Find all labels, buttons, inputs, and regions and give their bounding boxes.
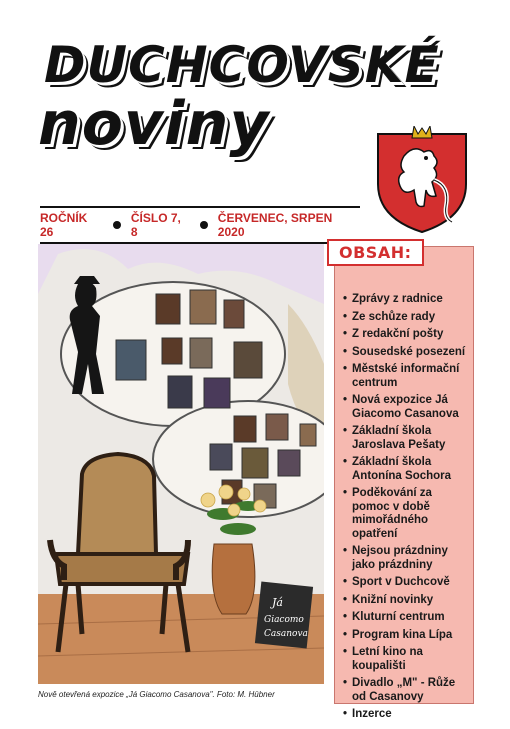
- toc-item[interactable]: • Kluturní centrum: [343, 611, 467, 625]
- toc-item[interactable]: • Sousedské posezení: [343, 346, 467, 360]
- toc-item[interactable]: • Knižní novinky: [343, 594, 467, 608]
- plaque-text-2: Giacomo: [264, 615, 304, 625]
- toc-item[interactable]: • Základní škola Antonína Sochora: [343, 456, 467, 483]
- toc-list: [335, 247, 473, 722]
- plaque-text-3: Casanova: [264, 629, 308, 639]
- coat-of-arms-icon: [374, 126, 470, 236]
- toc-item[interactable]: • Z redakční pošty: [343, 328, 467, 342]
- toc-item[interactable]: • Městské informační centrum: [343, 363, 467, 390]
- volume-label: ROČNÍK 26: [40, 211, 88, 239]
- toc-item[interactable]: • Zprávy z radnice: [343, 293, 467, 307]
- toc-item[interactable]: • Sport v Duchcově: [343, 576, 467, 590]
- toc-item[interactable]: • Letní kino na koupališti: [343, 646, 467, 673]
- toc-item[interactable]: • Základní škola Jaroslava Pešaty: [343, 425, 467, 452]
- table-of-contents: [334, 243, 474, 720]
- toc-item[interactable]: • Nejsou prázdniny jako prázdniny: [343, 545, 467, 572]
- toc-item[interactable]: • Inzerce: [343, 708, 467, 722]
- bullet-dot-icon: [113, 221, 121, 229]
- exhibition-illustration: [38, 244, 324, 684]
- issue-info-bar: [40, 206, 360, 244]
- plaque-text-1: Já: [272, 596, 283, 609]
- toc-item[interactable]: • Ze schůze rady: [343, 311, 467, 325]
- toc-item[interactable]: • Program kina Lípa: [343, 629, 467, 643]
- bullet-dot-icon: [200, 221, 208, 229]
- toc-item[interactable]: • Nová expozice Já Giacomo Casanova: [343, 394, 467, 421]
- cover-photo: [38, 244, 324, 684]
- issue-date: ČERVENEC, SRPEN 2020: [217, 211, 333, 239]
- photo-caption: Nově otevřená expozice „Já Giacomo Casanova". Foto: M. Hübner: [38, 690, 275, 699]
- issue-number: ČÍSLO 7, 8: [130, 211, 181, 239]
- toc-heading: OBSAH:: [327, 239, 424, 266]
- toc-item[interactable]: • Divadlo „M" - Růže od Casanovy: [343, 677, 467, 704]
- title-line-1: DUCHCOVSKÉ: [44, 36, 440, 94]
- title-line-2: noviny: [38, 89, 270, 159]
- toc-item[interactable]: • Poděkování za pomoc v době mimořádného opatření: [343, 487, 467, 541]
